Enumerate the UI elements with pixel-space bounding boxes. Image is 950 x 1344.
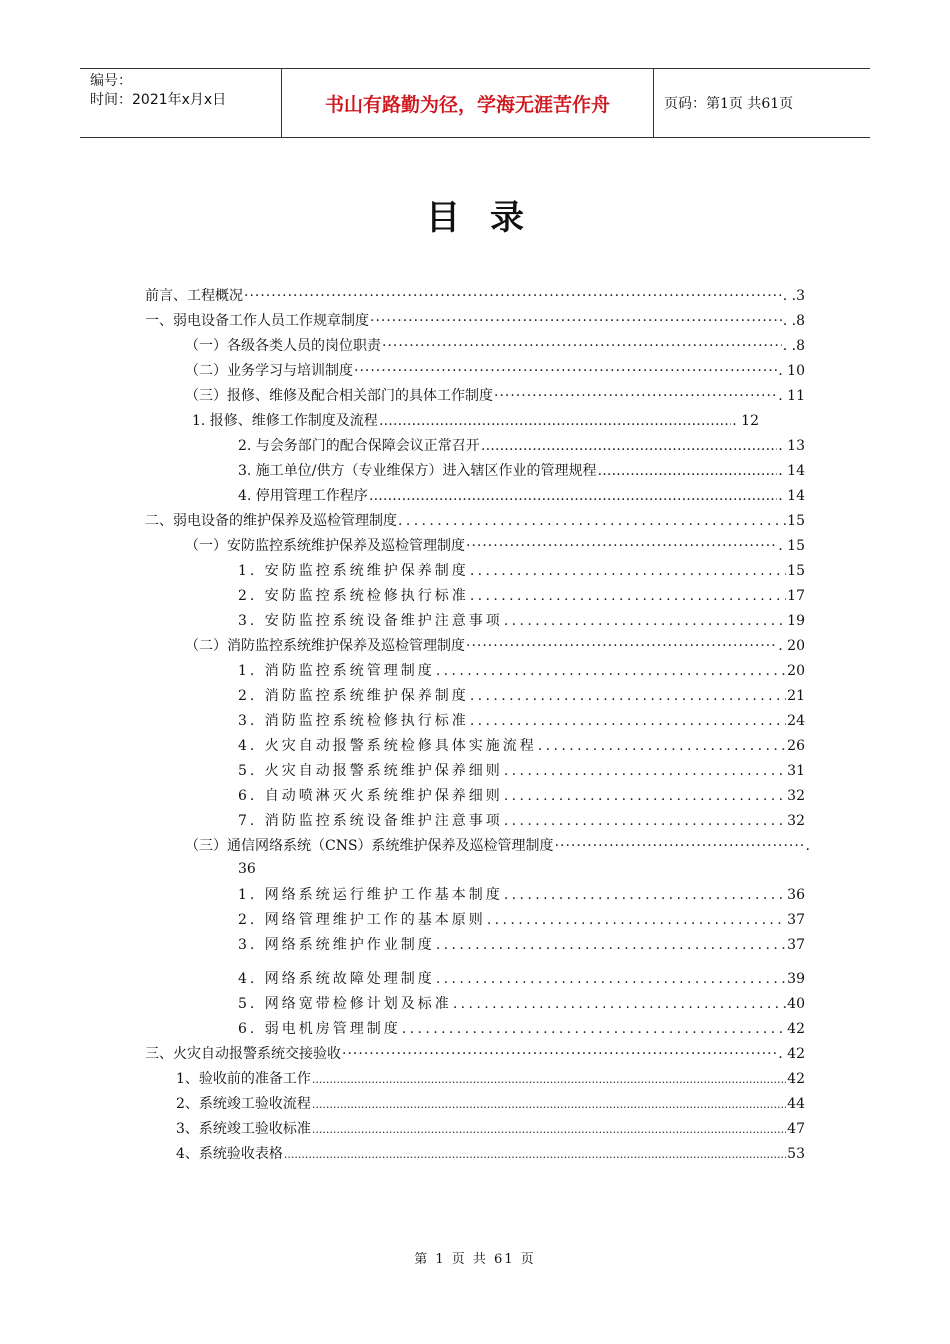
toc-entry[interactable]: 3. 施工单位/供方（专业维保方）进入辖区作业的管理规程 ………………………………………………………………………………………………………………………………………………………………………………………………………………………………………… . 14 bbox=[238, 460, 805, 482]
toc-entry[interactable]: 5. 火灾自动报警系统维护保养细则 ..... 31 bbox=[238, 760, 805, 782]
toc-entry[interactable]: （二）消防监控系统维护保养及巡检管理制度 ····· . 20 bbox=[185, 635, 805, 657]
toc-entry[interactable]: 3. 网络系统维护作业制度 ..... 37 bbox=[238, 934, 805, 956]
toc-entry[interactable]: 一、弱电设备工作人员工作规章制度 ····· . .8 bbox=[145, 310, 805, 332]
toc-entry[interactable]: （一）各级各类人员的岗位职责 ····· . .8 bbox=[185, 335, 805, 357]
toc-entry[interactable]: 2. 安防监控系统检修执行标准 ..... 17 bbox=[238, 585, 805, 607]
toc-entry[interactable]: （二）业务学习与培训制度 ····· . 10 bbox=[185, 360, 805, 382]
toc-entry[interactable]: 前言、工程概况 ····· . .3 bbox=[145, 285, 805, 307]
toc-entry[interactable]: 2. 与会务部门的配合保障会议正常召开 ………………………………………………………………………………………………………………………………………………………………………………………………………………………………………… . 13 bbox=[238, 435, 805, 457]
page-title: 目录 bbox=[426, 198, 554, 238]
toc-entry[interactable]: 6. 自动喷淋灭火系统维护保养细则 ..... 32 bbox=[238, 785, 805, 807]
serial-label: 编号： bbox=[90, 73, 132, 89]
toc-entry[interactable]: 6. 弱电机房管理制度 ..... 42 bbox=[238, 1018, 805, 1040]
time-label: 时间：2021年x月x日 bbox=[90, 92, 227, 108]
toc-entry[interactable]: 2. 网络管理维护工作的基本原则 ..... 37 bbox=[238, 909, 805, 931]
toc-entry[interactable]: 5. 网络宽带检修计划及标准 ..... 40 bbox=[238, 993, 805, 1015]
toc-entry[interactable]: （三）报修、维修及配合相关部门的具体工作制度 ····· . 11 bbox=[185, 385, 805, 407]
toc-entry[interactable]: 三、火灾自动报警系统交接验收 ····· . 42 bbox=[145, 1043, 805, 1065]
toc-entry[interactable]: 2. 消防监控系统维护保养制度 ..... 21 bbox=[238, 685, 805, 707]
toc-entry-continuation: 36 bbox=[238, 861, 256, 877]
toc-entry[interactable]: 4、系统验收表格 ..... 53 bbox=[176, 1143, 805, 1165]
toc-entry[interactable]: 1. 安防监控系统维护保养制度 ..... 15 bbox=[238, 560, 805, 582]
header-motto: 书山有路勤为径，学海无涯苦作舟 bbox=[282, 69, 654, 137]
toc-entry[interactable]: 2、系统竣工验收流程 ..... 44 bbox=[176, 1093, 805, 1115]
toc-entry[interactable]: 4. 网络系统故障处理制度 ..... 39 bbox=[238, 968, 805, 990]
toc-entry[interactable]: 4. 停用管理工作程序 ………………………………………………………………………………………………………………………………………………………………………………………………………………………………………… . 14 bbox=[238, 485, 805, 507]
header-meta-cell bbox=[80, 69, 282, 137]
toc-entry[interactable]: 4. 火灾自动报警系统检修具体实施流程 ..... 26 bbox=[238, 735, 805, 757]
toc-entry[interactable]: 3. 消防监控系统检修执行标准 ..... 24 bbox=[238, 710, 805, 732]
toc-entry[interactable]: 7. 消防监控系统设备维护注意事项 ..... 32 bbox=[238, 810, 805, 832]
toc-entry[interactable]: 3. 安防监控系统设备维护注意事项 ..... 19 bbox=[238, 610, 805, 632]
page-footer: 第 1 页 共 61 页 bbox=[414, 1252, 536, 1267]
toc-entry[interactable]: 1. 消防监控系统管理制度 ..... 20 bbox=[238, 660, 805, 682]
toc-entry[interactable]: （三）通信网络系统（CNS）系统维护保养及巡检管理制度 ····· . bbox=[185, 835, 810, 857]
toc-entry[interactable]: 二、弱电设备的维护保养及巡检管理制度 ..... 15 bbox=[145, 510, 805, 532]
toc-entry[interactable]: 3、系统竣工验收标准 ..... 47 bbox=[176, 1118, 805, 1140]
document-header bbox=[80, 68, 870, 138]
toc-entry[interactable]: （一）安防监控系统维护保养及巡检管理制度 ····· . 15 bbox=[185, 535, 805, 557]
toc-entry[interactable]: 1. 网络系统运行维护工作基本制度 ..... 36 bbox=[238, 884, 805, 906]
header-page-info: 页码：第1页 共61页 bbox=[664, 96, 794, 112]
toc-entry[interactable]: 1、验收前的准备工作 ..... 42 bbox=[176, 1068, 805, 1090]
toc-entry[interactable]: 1. 报修、维修工作制度及流程 ………………………………………………………………………………………………………………………………………………………………………………………………………………………………………… . 12 bbox=[192, 410, 759, 432]
